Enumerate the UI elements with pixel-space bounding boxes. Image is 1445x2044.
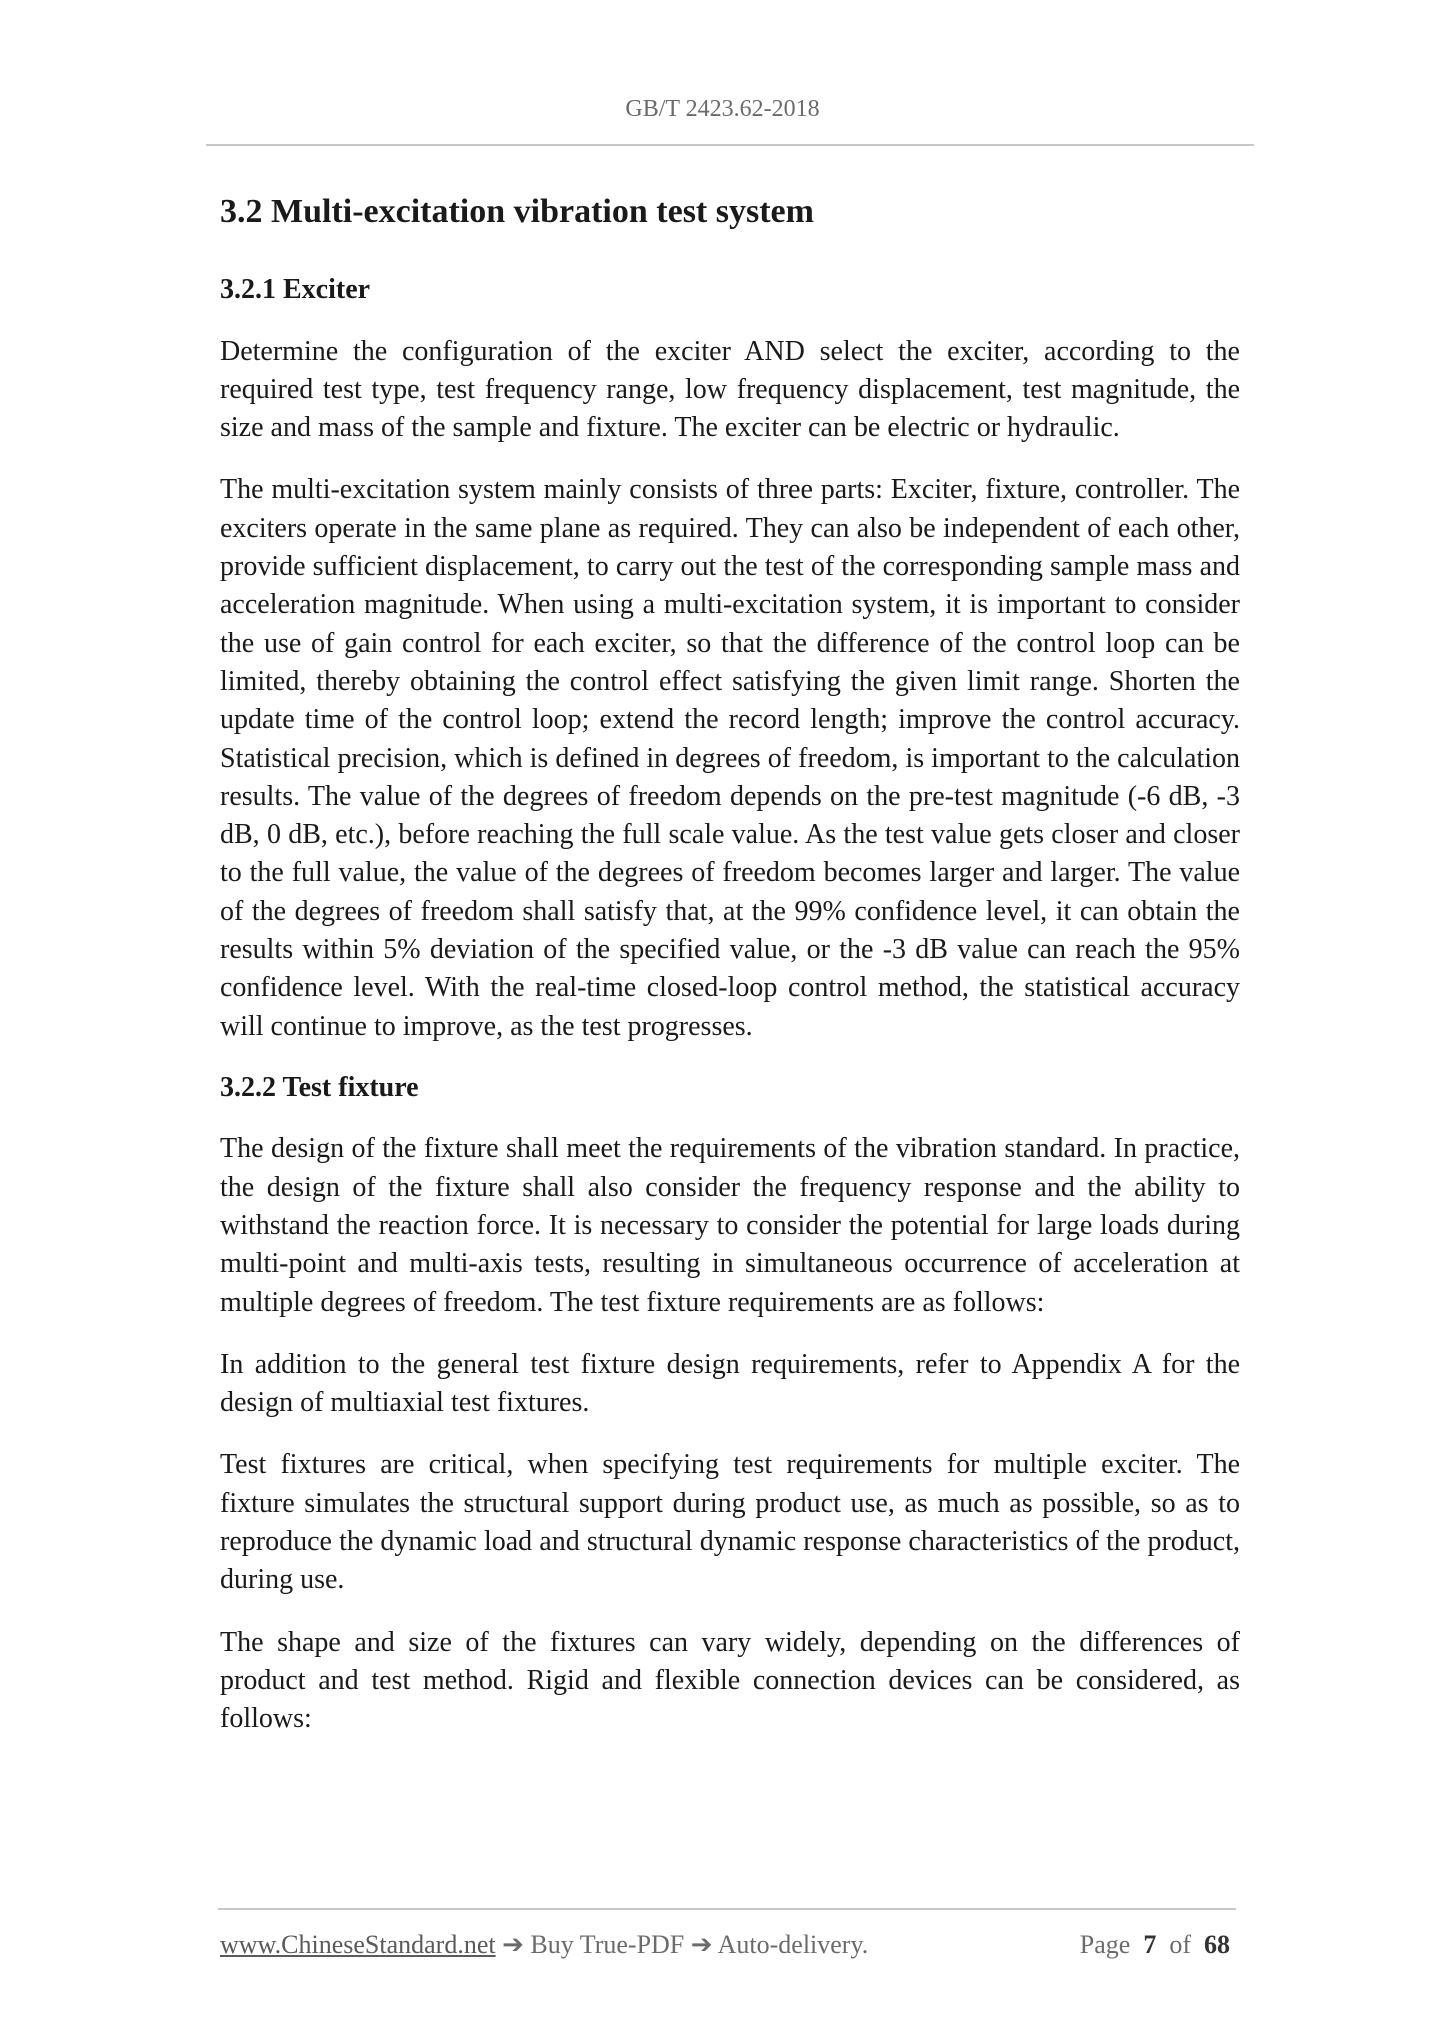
current-page-number: 7 <box>1143 1930 1157 1959</box>
document-id-header: GB/T 2423.62-2018 <box>625 96 820 122</box>
header-divider <box>206 144 1254 146</box>
footer-promo-text: ➔ Buy True-PDF ➔ Auto-delivery. <box>495 1930 869 1959</box>
of-word: of <box>1169 1930 1191 1959</box>
page-body <box>220 190 1240 1762</box>
website-link[interactable]: www.ChineseStandard.net <box>220 1930 496 1959</box>
paragraph: The shape and size of the fixtures can vary widely, depending on the differences of product and test method. Rigid and flexible connection devices can be considered, as follows: <box>220 1626 1240 1735</box>
paragraph: The design of the fixture shall meet the requirements of the vibration standard. In practice, the design of the fixture shall also consider the frequency response and the ability to withstand the reaction force. It is necessary to consider the potential for large loads during multi-point and multi-axis tests, resulting in simultaneous occurrence of acceleration at multiple degrees of freedom. The test fixture requirements are as follows: <box>220 1133 1240 1318</box>
paragraph: Test fixtures are critical, when specifying test requirements for multiple exciter. The fixture simulates the structural support during product use, as much as possible, so as to reproduce the dynamic load and structural dynamic response characteristics of the product, during use. <box>220 1449 1240 1596</box>
paragraph: In addition to the general test fixture design requirements, refer to Appendix A for the design of multiaxial test fixtures. <box>220 1348 1240 1419</box>
footer-divider <box>218 1908 1236 1910</box>
page-footer <box>220 1930 1230 1960</box>
page-counter <box>1080 1930 1230 1960</box>
paragraph: Determine the configuration of the exciter AND select the exciter, according to the required test type, test frequency range, low frequency displacement, test magnitude, the size and mass of the sample and fixture. The exciter can be electric or hydraulic. <box>220 335 1240 444</box>
subsection-title-exciter: 3.2.1 Exciter <box>220 274 371 306</box>
total-pages-number: 68 <box>1204 1930 1230 1959</box>
page-word: Page <box>1079 1930 1131 1959</box>
paragraph: The multi-excitation system mainly consists of three parts: Exciter, fixture, controller. The exciters operate in the same plane as required. They can also be independent of each other, provide sufficient displacement, to carry out the test of the corresponding sample mass and acceleration magnitude. When using a multi-excitation system, it is important to consider the use of gain control for each exciter, so that the difference of the control loop can be limited, thereby obtaining the control effect satisfying the given limit range. Shorten the update time of the control loop; extend the record length; improve the control accuracy. Statistical precision, which is defined in degrees of freedom, is important to the calculation results. The value of the degrees of freedom depends on the pre-test magnitude (-6 dB, -3 dB, 0 dB, etc.), before reaching the full scale value. As the test value gets closer and closer to the full value, the value of the degrees of freedom becomes larger and larger. The value of the degrees of freedom shall satisfy that, at the 99% confidence level, it can obtain the results within 5% deviation of the specified value, or the -3 dB value can reach the 95% confidence level. With the real-time closed-loop control method, the statistical accuracy will continue to improve, as the test progresses. <box>220 474 1240 1042</box>
footer-left <box>220 1930 868 1960</box>
section-title: 3.2 Multi-excitation vibration test system <box>220 193 814 230</box>
subsection-title-test-fixture: 3.2.2 Test fixture <box>220 1071 419 1103</box>
